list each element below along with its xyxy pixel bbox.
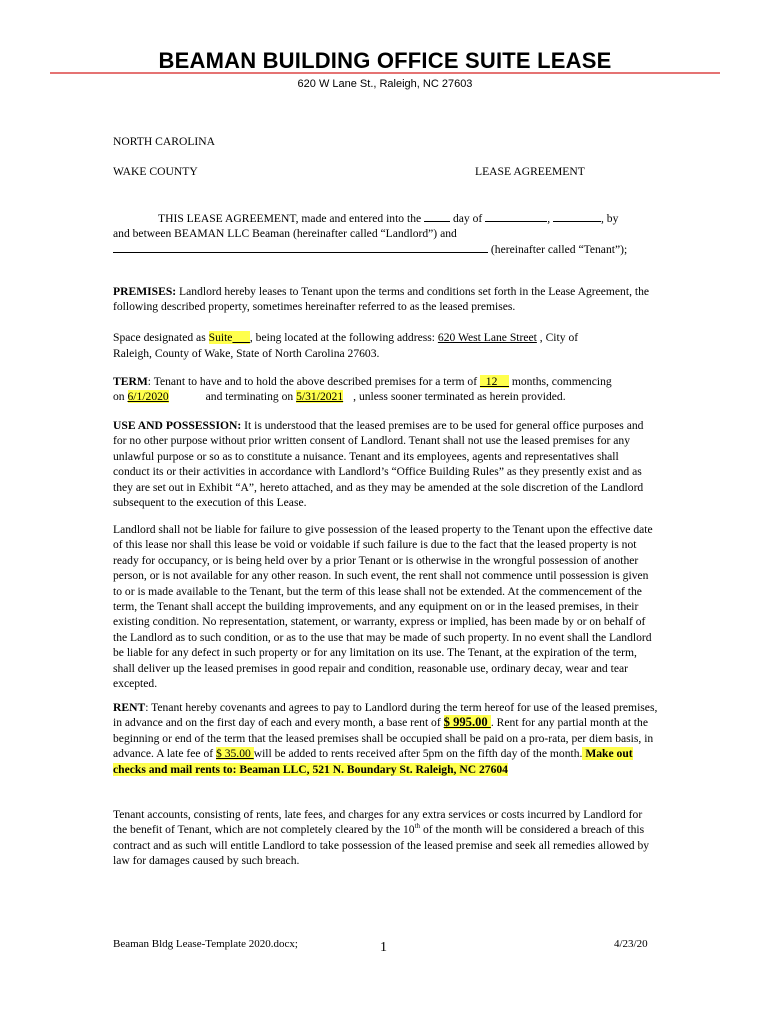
page-number: 1 [380, 940, 387, 955]
premises-text: Landlord hereby leases to Tenant upon the terms and conditions set forth in the Lease Agreement, the following described property, sometimes hereinafter referred to as the leased premises. [113, 285, 650, 314]
agreement-caption: LEASE AGREEMENT [475, 165, 585, 178]
suite-number-blank[interactable]: ___ [232, 331, 250, 344]
title-divider [50, 72, 720, 74]
base-rent-field[interactable]: $ 995.00 [443, 715, 491, 730]
space-line-2: Raleigh, County of Wake, State of North Carolina 27603. [113, 347, 380, 360]
ordinal-suffix: th [414, 822, 421, 831]
intro-text-a: THIS LEASE AGREEMENT, made and entered into the [158, 212, 422, 225]
premises-heading: PREMISES: [113, 285, 177, 298]
space-line-1 [113, 330, 578, 345]
intro-text-c: , [547, 212, 551, 225]
liability-paragraph: Landlord shall not be liable for failure to give possession of the leased property to the Tenant upon the effective date of this lease nor shall this lease be void or voidable if such failure is due to the fact that the leased property is not ready for occupancy, or is being held over by a prior Tenant or is otherwise in the wrongful possession of another person, or is not available for any other reason. In such event, the rent shall not commence until possession is given to or is made available to the Tenant, but the term of this lease shall not be extended. At the commencement of the term, the Tenant shall accept the building improvements, and any equipment on or in the leased premises, in their existing condition. No representation, statement, or warranty, express or implied, has been made by or on behalf of the Landlord as to such condition, or as to the use that may be made of such property. In no event shall the Landlord be liable for any defect in such property or for any limitation on its use. The Tenant, at the expiration of the term, shall deliver up the leased premises in good repair and condition, reasonable use, ordinary decay, wear and tear excepted. [113, 523, 653, 691]
space-mid: , being located at the following address: [249, 331, 438, 344]
year-blank[interactable] [553, 210, 601, 222]
space-pre: Space designated as [113, 331, 209, 344]
term-mid2: and terminating on [202, 390, 297, 403]
end-date-field[interactable]: 5/31/2021 [296, 390, 344, 403]
use-heading: USE AND POSSESSION: [113, 419, 242, 432]
term-heading: TERM [113, 375, 148, 388]
tenant-label: (hereinafter called “Tenant”); [490, 243, 628, 256]
term-line-2 [113, 389, 566, 404]
tenant-name-blank[interactable] [113, 241, 488, 253]
county-caption: WAKE COUNTY [113, 165, 198, 178]
term-post: , unless sooner terminated as herein provided. [353, 390, 566, 403]
rent-paragraph [113, 700, 658, 777]
use-paragraph [113, 418, 658, 510]
term-mid1: months, commencing [508, 375, 612, 388]
suite-field[interactable]: Suite [208, 331, 233, 344]
premises-paragraph [113, 284, 658, 315]
rent-text-2: . Rent for any partial month at the beginning or end of the term that the leased premises shall be occupied shall be paid on a pro-rata, per diem basis, in advance. A late fee of [113, 716, 654, 761]
intro-line-1 [158, 210, 618, 226]
day-blank[interactable] [424, 210, 450, 222]
property-address: 620 W Lane St., Raleigh, NC 27603 [297, 78, 473, 90]
state-caption: NORTH CAROLINA [113, 135, 216, 148]
intro-text-d: , by [601, 212, 619, 225]
late-fee-field[interactable]: $ 35.00 [216, 747, 254, 761]
footer-date: 4/23/20 [614, 938, 648, 950]
term-line-1 [113, 374, 612, 389]
start-date-field[interactable]: 6/1/2020 [127, 390, 169, 403]
intro-line-3 [113, 241, 627, 257]
footer-filename: Beaman Bldg Lease-Template 2020.docx; [113, 938, 298, 950]
mail-rent-instructions: Make out checks and mail rents to: Beaman LLC, 521 N. Boundary St. Raleigh, NC 27604 [113, 747, 633, 776]
term-on: on [113, 390, 128, 403]
rent-heading: RENT [113, 701, 146, 714]
use-text: It is understood that the leased premises are to be used for general office purposes and for no other purpose without prior written consent of Landlord. Tenant shall not use the leased premises for any unlawful purpose or so as to constitute a nuisance. Tenant and its employees, agents and representatives shall conduct its or their activities in accordance with Landlord’s “Office Building Rules” as they presently exist and as they are set out in Exhibit “A”, hereto attached, and as they may be amended at the sole discretion of the Landlord subsequent to the execution of this Lease. [113, 419, 644, 510]
street-address: 620 West Lane Street [437, 331, 537, 344]
accounts-text-1: Tenant accounts, consisting of rents, late fees, and charges for any extra services or costs incurred by Landlord for the benefit of Tenant, which are not completely cleared by the 10 [113, 808, 643, 837]
term-pre: : Tenant to have and to hold the above described premises for a term of [147, 375, 480, 388]
document-title: BEAMAN BUILDING OFFICE SUITE LEASE [158, 48, 612, 73]
intro-text-b: day of [452, 212, 483, 225]
accounts-text-2: of the month will be considered a breach of this contract and as such will entitle Landlord to take possession of the leased premise and seek all remedies allowed by law for damages caused by such breach. [113, 823, 650, 868]
term-months-field[interactable]: _12__ [479, 375, 509, 388]
rent-text-3: will be added to rents received after 5pm on the fifth day of the month. [253, 747, 583, 761]
space-post: , City of [536, 331, 579, 344]
rent-text-1: : Tenant hereby covenants and agrees to pay to Landlord during the term hereof for use of the leased premises, in advance and on the first day of each and every month, a base rent of [113, 701, 658, 730]
accounts-paragraph [113, 807, 658, 869]
month-blank[interactable] [485, 210, 547, 222]
intro-line-2: and between BEAMAN LLC Beaman (hereinafter called “Landlord”) and [113, 227, 457, 240]
